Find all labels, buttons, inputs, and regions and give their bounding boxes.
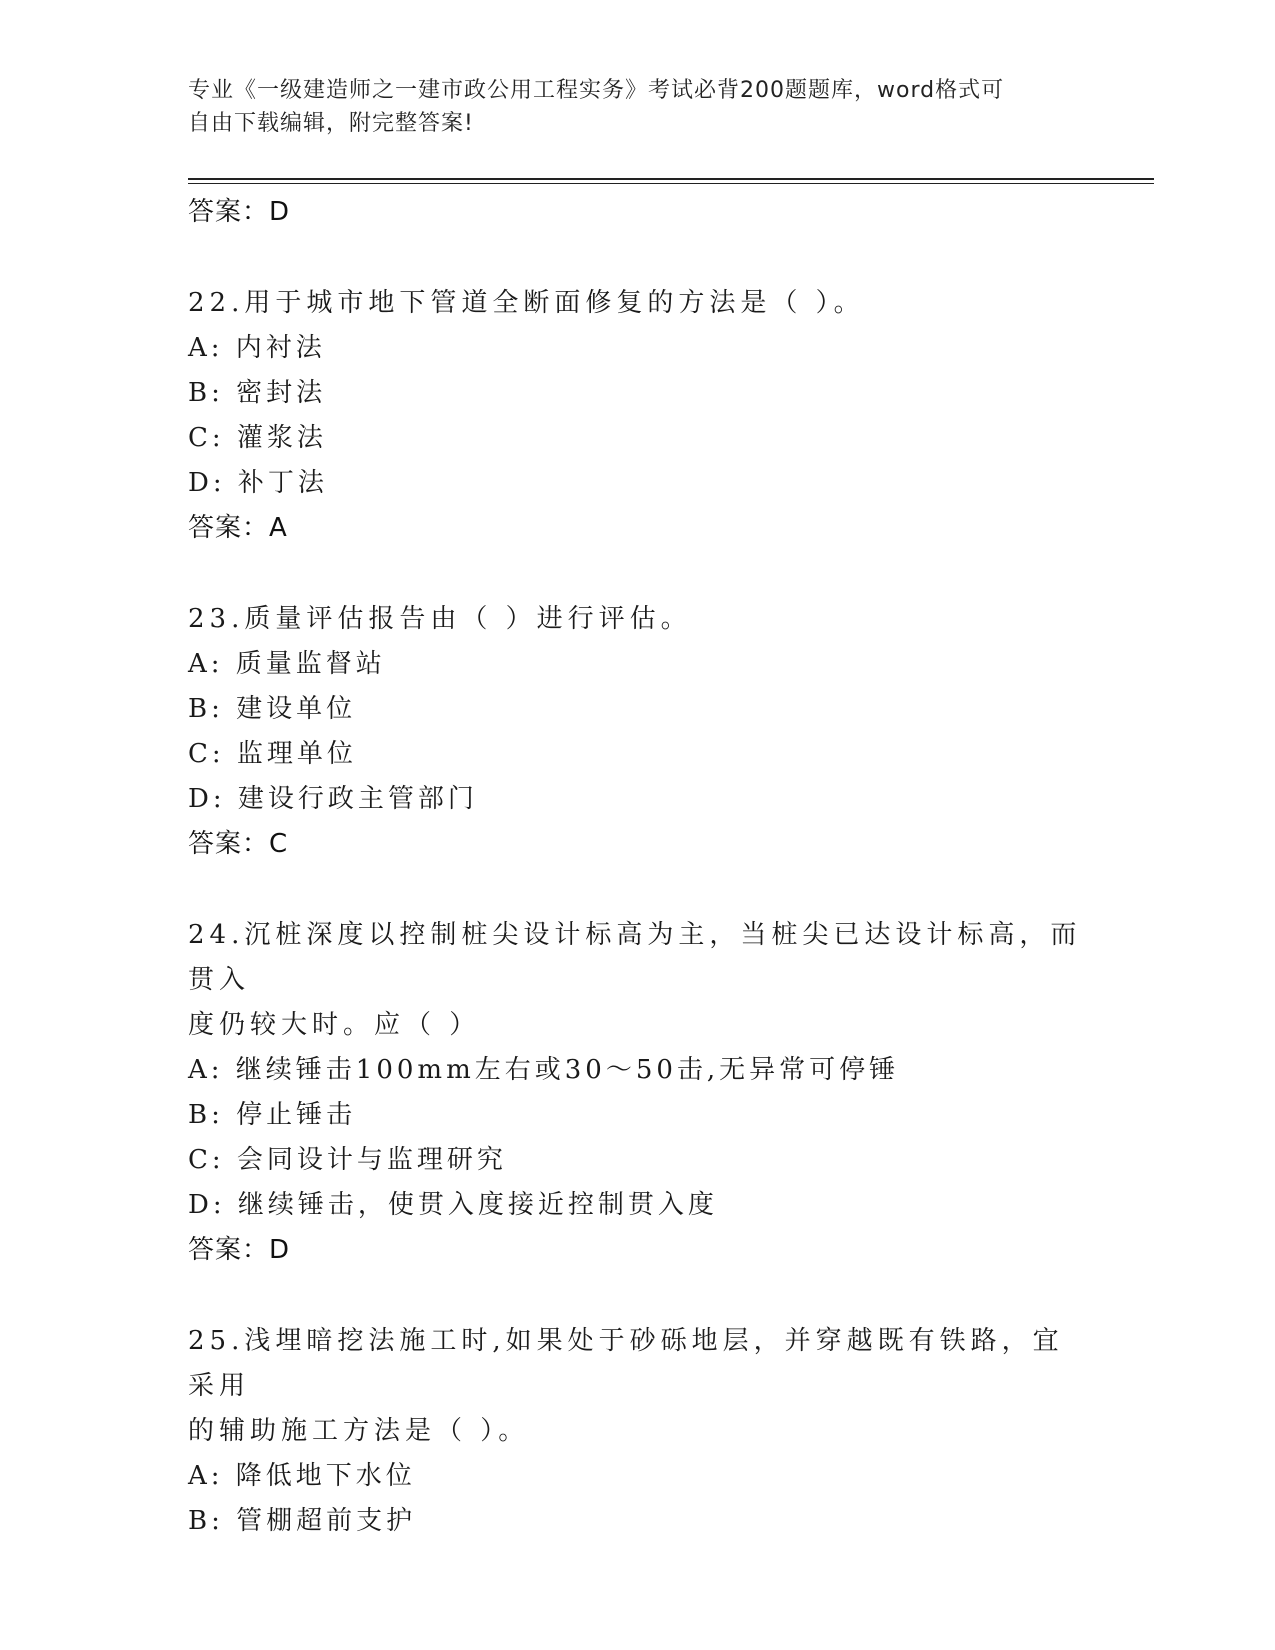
question-text: 22.用于城市地下管道全断面修复的方法是（ ）。 [188,288,865,318]
option-d: D: 建设行政主管部门 [188,784,478,814]
answer: 答案：C [188,829,289,859]
option-b: B: 管棚超前支护 [188,1506,417,1536]
answer: 答案：D [188,1235,291,1265]
question-25 [188,1319,1088,1544]
option-a: A: 内衬法 [188,333,326,363]
question-text-line-1: 24.沉桩深度以控制桩尖设计标高为主，当桩尖已达设计标高，而贯入 [188,920,1082,995]
question-text-line-2: 度仍较大时。应（ ） [188,1010,481,1040]
header-line-1: 专业《一级建造师之一建市政公用工程实务》考试必背200题题库，word格式可 [188,78,1005,103]
question-24 [188,913,1088,1273]
question-list [188,190,1088,1544]
header-divider-thin [188,183,1154,184]
spacer [188,867,1088,913]
answer: 答案：A [188,513,288,543]
question-23 [188,597,1088,867]
option-c: C: 监理单位 [188,739,357,769]
question-text-line-1: 25.浅埋暗挖法施工时,如果处于砂砾地层，并穿越既有铁路，宜采用 [188,1326,1064,1401]
option-a: A: 降低地下水位 [188,1461,416,1491]
option-c: C: 灌浆法 [188,423,327,453]
question-text-line-2: 的辅助施工方法是（ ）。 [188,1416,530,1446]
answer-21: 答案：D [188,197,291,227]
document-header [188,74,1088,140]
option-a: A: 质量监督站 [188,649,386,679]
option-b: B: 建设单位 [188,694,357,724]
option-d: D: 继续锤击，使贯入度接近控制贯入度 [188,1190,718,1220]
option-b: B: 密封法 [188,378,327,408]
spacer [188,235,1088,281]
option-a: A: 继续锤击100mm左右或30～50击,无异常可停锤 [188,1055,900,1085]
header-divider-thick [188,178,1154,180]
question-text: 23.质量评估报告由（ ）进行评估。 [188,604,692,634]
option-c: C: 会同设计与监理研究 [188,1145,507,1175]
header-line-2: 自由下载编辑，附完整答案! [188,111,474,136]
option-b: B: 停止锤击 [188,1100,357,1130]
spacer [188,1273,1088,1319]
option-d: D: 补丁法 [188,468,328,498]
spacer [188,551,1088,597]
question-22 [188,281,1088,551]
